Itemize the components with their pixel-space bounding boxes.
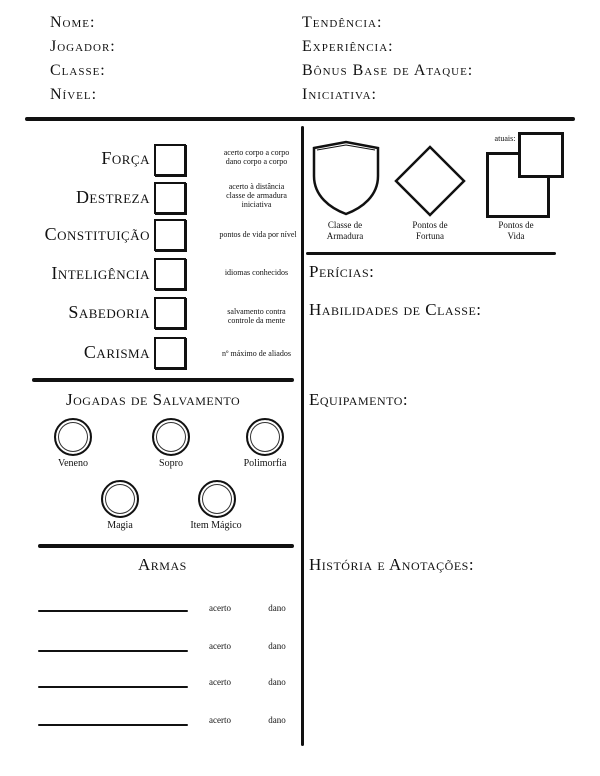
class-abilities-title: Habilidades de Classe: — [309, 300, 482, 319]
armor-class-shield-icon[interactable] — [308, 140, 388, 220]
saving-throw-polymorph-label: Polimorfia — [243, 458, 287, 469]
name-field-label: Nome: — [50, 14, 96, 31]
saving-throws-title: Jogadas de Salvamento — [66, 390, 241, 409]
alignment-field-label: Tendência: — [302, 14, 383, 31]
level-field-label: Nível: — [50, 86, 98, 103]
attr-label-dexterity: Destreza — [75, 187, 150, 207]
attr-box-dexterity[interactable] — [154, 182, 186, 214]
initiative-field-label: Iniciativa: — [302, 86, 377, 103]
experience-field-label: Experiência: — [302, 38, 394, 55]
attr-note-strength: acerto corpo a corpo dano corpo a corpo — [223, 148, 290, 167]
attr-note-wisdom: salvamento contra controle da mente — [227, 307, 286, 326]
class-field-label: Classe: — [50, 62, 106, 79]
weapon-name-line[interactable] — [38, 686, 188, 688]
weapons-title: Armas — [138, 555, 187, 574]
saving-throw-magic-item-label: Item Mágico — [190, 520, 242, 531]
weapon-hit-label: acerto — [209, 677, 231, 687]
saving-throw-breath-label: Sopro — [159, 458, 183, 469]
saving-throw-magic-circle[interactable] — [101, 480, 139, 518]
fortune-points-diamond-icon[interactable] — [394, 145, 466, 217]
current-hit-points-label: atuais: — [494, 134, 516, 143]
equipment-title: Equipamento: — [309, 390, 409, 409]
attr-label-intelligence: Inteligência — [51, 263, 150, 283]
attr-label-wisdom: Sabedoria — [68, 302, 150, 322]
attr-box-intelligence[interactable] — [154, 258, 186, 290]
attr-box-charisma[interactable] — [154, 337, 186, 369]
attr-note-constitution: pontos de vida por nível — [219, 230, 297, 239]
attr-box-wisdom[interactable] — [154, 297, 186, 329]
hit-points-label: Pontos de Vida — [498, 220, 534, 241]
weapon-hit-label: acerto — [209, 715, 231, 725]
attr-note-dexterity: acerto à distância classe de armadura iniciativa — [226, 182, 287, 210]
armor-class-label: Classe de Armadura — [326, 220, 364, 241]
base-attack-field-label: Bônus Base de Ataque: — [302, 62, 474, 79]
fortune-points-label: Pontos de Fortuna — [412, 220, 448, 241]
saving-throw-poison-label: Veneno — [58, 458, 88, 469]
attr-note-charisma: nº máximo de aliados — [222, 349, 291, 358]
column-divider — [301, 126, 304, 746]
header-divider — [25, 117, 575, 121]
saving-throw-poison-circle[interactable] — [54, 418, 92, 456]
weapon-damage-label: dano — [268, 677, 286, 687]
attr-label-charisma: Carisma — [83, 342, 150, 362]
weapon-name-line[interactable] — [38, 610, 188, 612]
weapon-damage-label: dano — [268, 603, 286, 613]
attr-box-strength[interactable] — [154, 144, 186, 176]
skills-title: Perícias: — [309, 262, 375, 281]
weapon-damage-label: dano — [268, 641, 286, 651]
current-hit-points-box[interactable] — [518, 132, 564, 178]
weapon-name-line[interactable] — [38, 650, 188, 652]
saving-throw-magic-label: Magia — [107, 520, 133, 531]
weapon-hit-label: acerto — [209, 641, 231, 651]
saving-throw-magic-item-circle[interactable] — [198, 480, 236, 518]
weapon-name-line[interactable] — [38, 724, 188, 726]
attr-note-intelligence: idiomas conhecidos — [224, 268, 289, 277]
saving-throws-divider — [38, 544, 294, 548]
attributes-divider — [32, 378, 294, 382]
player-field-label: Jogador: — [50, 38, 116, 55]
saving-throw-breath-circle[interactable] — [152, 418, 190, 456]
weapon-damage-label: dano — [268, 715, 286, 725]
weapon-hit-label: acerto — [209, 603, 231, 613]
saving-throw-polymorph-circle[interactable] — [246, 418, 284, 456]
attr-label-constitution: Constituição — [44, 224, 150, 244]
attr-box-constitution[interactable] — [154, 219, 186, 251]
history-title: História e Anotações: — [309, 555, 475, 574]
attr-label-strength: Força — [101, 148, 150, 168]
defense-divider — [306, 252, 556, 255]
